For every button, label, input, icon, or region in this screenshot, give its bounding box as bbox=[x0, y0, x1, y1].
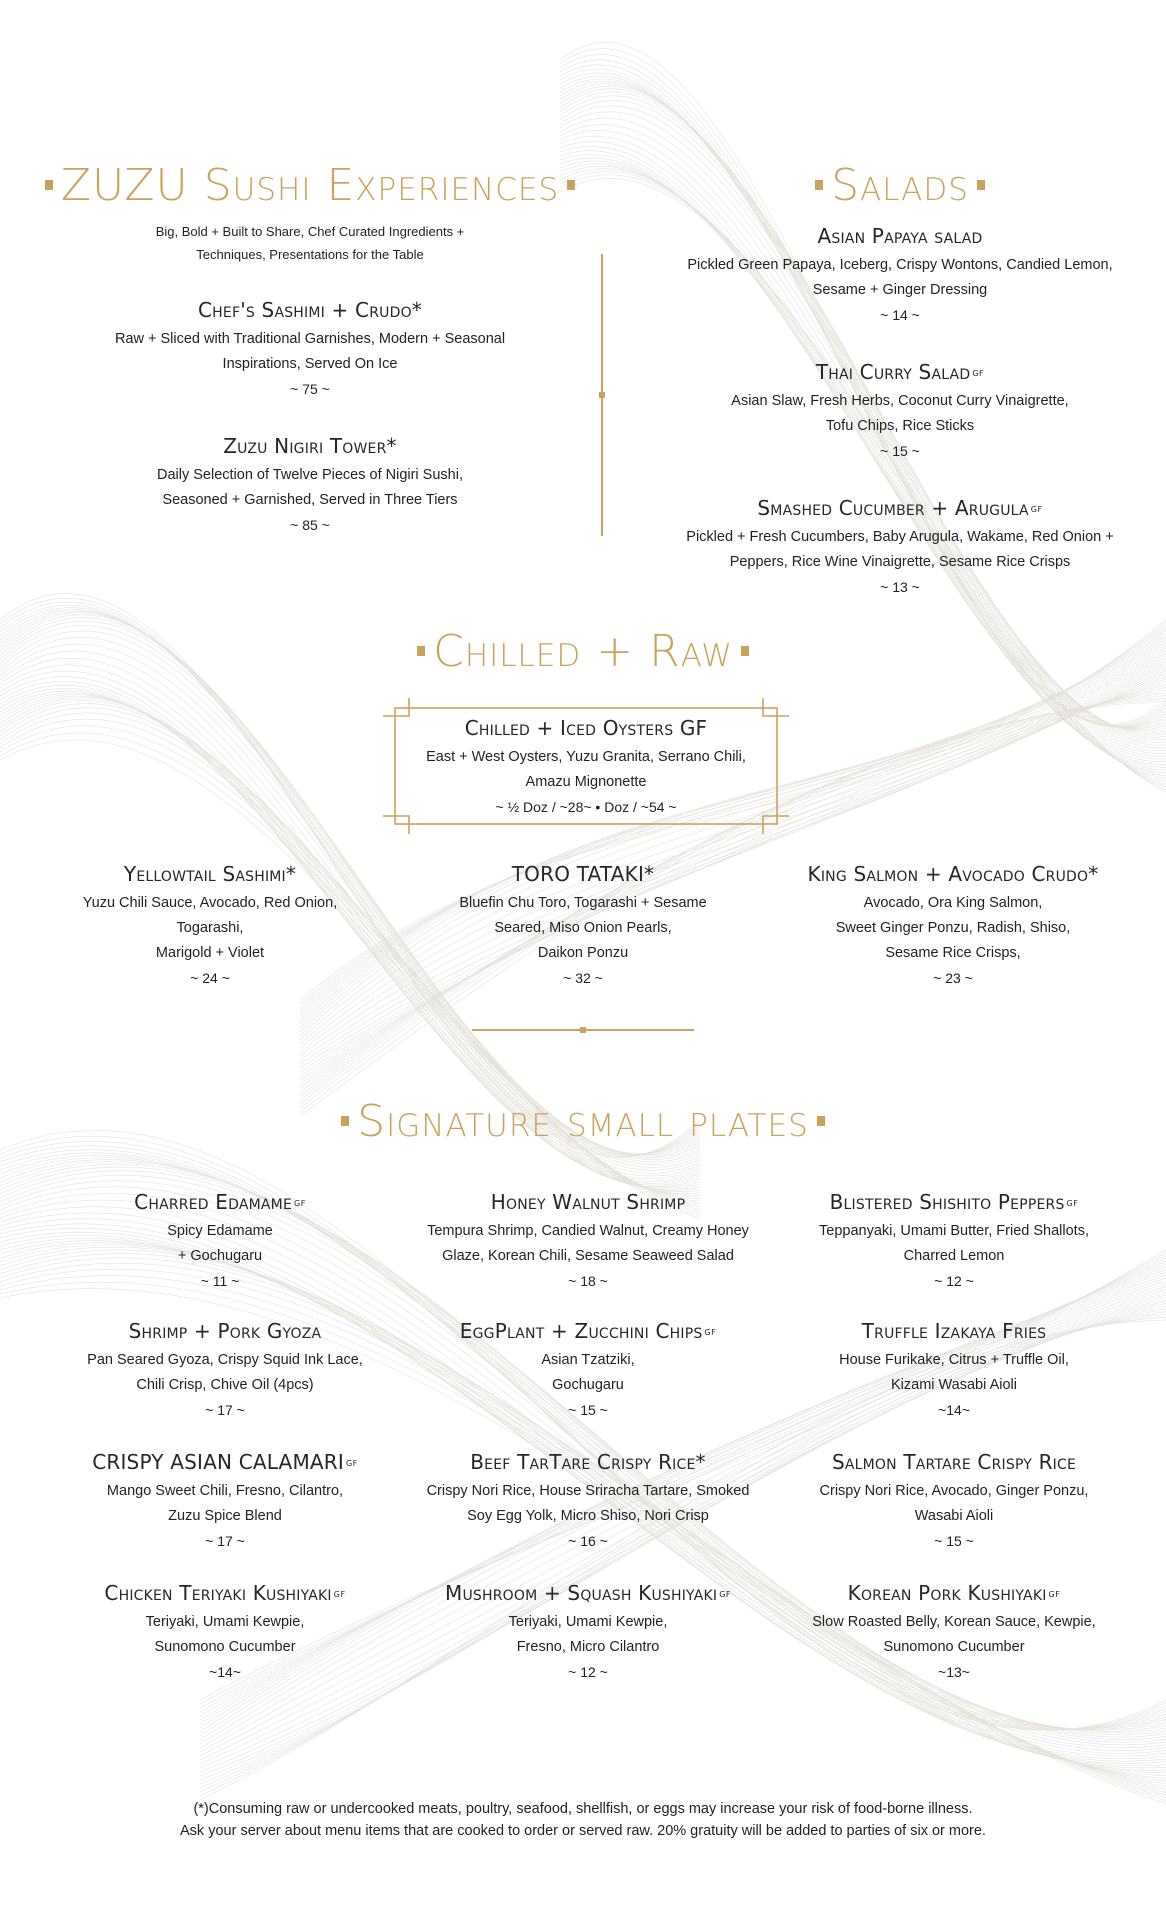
menu-item-truffle-izakaya-fries bbox=[768, 1319, 1140, 1423]
item-name-text: Blistered Shishito Peppers bbox=[829, 1190, 1065, 1214]
gluten-free-badge: GF bbox=[1030, 505, 1043, 514]
title-ornament-left bbox=[417, 646, 425, 656]
item-name: Chef's Sashimi + Crudo* bbox=[198, 298, 422, 322]
item-name-text: Honey Walnut Shrimp bbox=[490, 1190, 686, 1214]
item-description: Pickled + Fresh Cucumbers, Baby Arugula, Wakame, Red Onion + Peppers, Rice Wine Vinaigrette, Sesame Rice Crisps bbox=[686, 529, 1114, 570]
small-plates-title-text: Signature small plates bbox=[357, 1096, 809, 1147]
item-description: Pan Seared Gyoza, Crispy Squid Ink Lace, Chili Crisp, Chive Oil (4pcs) bbox=[87, 1352, 363, 1393]
item-name bbox=[768, 1450, 1140, 1474]
salads-title-text: Salads bbox=[831, 160, 969, 211]
item-price: ~ 15 ~ bbox=[880, 443, 920, 459]
item-price: ~14~ bbox=[209, 1664, 241, 1680]
item-price: ~ 17 ~ bbox=[205, 1402, 245, 1418]
menu-item-shrimp-pork-gyoza bbox=[30, 1319, 420, 1423]
item-name-text: Mushroom + Squash Kushiyaki bbox=[444, 1581, 718, 1605]
item-price: ~ 16 ~ bbox=[568, 1533, 608, 1549]
sushi-section-subtitle: Big, Bold + Built to Share, Chef Curated Ingredients + Techniques, Presentations for the Table bbox=[155, 224, 465, 262]
item-price: ~ ½ Doz / ~28~ • Doz / ~54 ~ bbox=[495, 799, 677, 815]
item-description: Avocado, Ora King Salmon, Sweet Ginger Ponzu, Radish, Shiso, Sesame Rice Crisps, bbox=[835, 895, 1071, 961]
menu-item-smashed-cucumber bbox=[620, 496, 1166, 600]
menu-item-king-salmon-crudo bbox=[768, 862, 1138, 991]
menu-item-chefs-sashimi bbox=[20, 298, 600, 402]
item-name: Zuzu Nigiri Tower* bbox=[223, 434, 397, 458]
gluten-free-badge: GF bbox=[972, 369, 985, 378]
item-description: Slow Roasted Belly, Korean Sauce, Kewpie, Sunomono Cucumber bbox=[812, 1614, 1096, 1655]
column-divider-ornament bbox=[599, 392, 605, 398]
menu-item-toro-tataki bbox=[398, 862, 768, 991]
item-name bbox=[768, 1190, 1140, 1214]
sushi-section-title bbox=[20, 160, 600, 211]
item-name bbox=[620, 224, 1166, 248]
item-price: ~ 12 ~ bbox=[934, 1273, 974, 1289]
footer-disclaimer: (*)Consuming raw or undercooked meats, poultry, seafood, shellfish, or eggs may increase your risk of food-borne illness. Ask your server about menu items that are cooked to order or served raw. 20% gratuity will be added to parties of six or more. bbox=[180, 1801, 986, 1839]
item-price: ~ 85 ~ bbox=[290, 517, 330, 533]
item-price: ~ 15 ~ bbox=[568, 1402, 608, 1418]
item-name-text: EggPlant + Zucchini Chips bbox=[459, 1319, 703, 1343]
item-description: Spicy Edamame + Gochugaru bbox=[167, 1223, 273, 1264]
item-name bbox=[30, 1190, 410, 1214]
item-price: ~ 12 ~ bbox=[568, 1664, 608, 1680]
item-description: Mango Sweet Chili, Fresno, Cilantro, Zuzu Spice Blend bbox=[106, 1483, 344, 1524]
menu-item-beef-tartare-crispy-rice bbox=[398, 1450, 778, 1554]
item-name bbox=[30, 1581, 420, 1605]
item-description: Teriyaki, Umami Kewpie, Fresno, Micro Cilantro bbox=[508, 1614, 668, 1655]
item-name-text: Asian Papaya salad bbox=[817, 224, 983, 248]
item-price: ~ 13 ~ bbox=[880, 579, 920, 595]
item-name-text: Charred Edamame bbox=[134, 1190, 293, 1214]
item-name bbox=[768, 1319, 1140, 1343]
title-ornament-right bbox=[817, 1116, 825, 1126]
title-ornament-left bbox=[341, 1116, 349, 1126]
item-name-text: Thai Curry Salad bbox=[815, 360, 971, 384]
item-name-text: Chicken Teriyaki Kushiyaki bbox=[104, 1581, 332, 1605]
menu-item-eggplant-zucchini-chips bbox=[398, 1319, 778, 1423]
menu-item-papaya-salad bbox=[620, 224, 1166, 328]
item-name-text: Beef TarTare Crispy Rice* bbox=[470, 1450, 706, 1474]
menu-item-charred-edamame bbox=[30, 1190, 410, 1294]
item-description: House Furikake, Citrus + Truffle Oil, Kizami Wasabi Aioli bbox=[839, 1352, 1069, 1393]
item-description: Asian Slaw, Fresh Herbs, Coconut Curry Vinaigrette, Tofu Chips, Rice Sticks bbox=[731, 393, 1069, 434]
menu-item-salmon-tartare-crispy-rice bbox=[768, 1450, 1140, 1554]
title-ornament-left bbox=[45, 180, 53, 190]
gluten-free-badge: GF bbox=[294, 1199, 306, 1208]
small-plates-section-title bbox=[183, 1096, 983, 1147]
item-description: Raw + Sliced with Traditional Garnishes, Modern + Seasonal Inspirations, Served On Ice bbox=[114, 331, 506, 372]
item-price: ~ 17 ~ bbox=[205, 1533, 245, 1549]
menu-item-iced-oysters bbox=[383, 716, 789, 820]
title-ornament-left bbox=[815, 180, 823, 190]
gluten-free-badge: GF bbox=[333, 1590, 346, 1599]
title-ornament-right bbox=[977, 180, 985, 190]
menu-item-honey-walnut-shrimp bbox=[398, 1190, 778, 1294]
item-price: ~ 23 ~ bbox=[933, 970, 973, 986]
title-ornament-right bbox=[567, 180, 575, 190]
menu-item-shishito-peppers bbox=[768, 1190, 1140, 1294]
item-name-text: CRISPY ASIAN CALAMARI bbox=[92, 1450, 344, 1474]
menu-item-chicken-teriyaki-kushiyaki bbox=[30, 1581, 420, 1685]
item-description: Teriyaki, Umami Kewpie, Sunomono Cucumber bbox=[145, 1614, 305, 1655]
menu-item-thai-curry-salad bbox=[620, 360, 1166, 464]
item-name-text: Shrimp + Pork Gyoza bbox=[128, 1319, 322, 1343]
item-price: ~13~ bbox=[938, 1664, 970, 1680]
item-name bbox=[620, 360, 1166, 384]
item-price: ~ 18 ~ bbox=[568, 1273, 608, 1289]
item-name bbox=[398, 1450, 778, 1474]
menu-item-crispy-asian-calamari bbox=[30, 1450, 420, 1554]
item-name-text: Truffle Izakaya Fries bbox=[861, 1319, 1047, 1343]
item-name-text: Smashed Cucumber + Arugula bbox=[757, 496, 1029, 520]
item-name: Yellowtail Sashimi* bbox=[123, 862, 297, 886]
section-divider-ornament bbox=[580, 1027, 586, 1033]
item-description: East + West Oysters, Yuzu Granita, Serrano Chili, Amazu Mignonette bbox=[426, 749, 746, 790]
item-description: Bluefin Chu Toro, Togarashi + Sesame Seared, Miso Onion Pearls, Daikon Ponzu bbox=[459, 895, 707, 961]
item-description: Asian Tzatziki, Gochugaru bbox=[541, 1352, 635, 1393]
chilled-section-title bbox=[283, 626, 883, 677]
item-price: ~14~ bbox=[938, 1402, 970, 1418]
item-name bbox=[30, 1319, 420, 1343]
item-name: TORO TATAKI* bbox=[511, 862, 655, 886]
item-price: ~ 75 ~ bbox=[290, 381, 330, 397]
item-price: ~ 15 ~ bbox=[934, 1533, 974, 1549]
item-name bbox=[398, 1190, 778, 1214]
item-name bbox=[620, 496, 1166, 520]
sushi-title-text: ZUZU Sushi Experiences bbox=[60, 160, 560, 211]
item-name: Chilled + Iced Oysters GF bbox=[464, 716, 708, 740]
item-description: Daily Selection of Twelve Pieces of Nigiri Sushi, Seasoned + Garnished, Served in Three Tiers bbox=[157, 467, 463, 508]
menu-item-nigiri-tower bbox=[20, 434, 600, 538]
item-name-text: Salmon Tartare Crispy Rice bbox=[831, 1450, 1077, 1474]
item-description: Pickled Green Papaya, Iceberg, Crispy Wontons, Candied Lemon, Sesame + Ginger Dressing bbox=[687, 257, 1113, 298]
item-name bbox=[30, 1450, 420, 1474]
gluten-free-badge: GF bbox=[1048, 1590, 1061, 1599]
item-description: Teppanyaki, Umami Butter, Fried Shallots, Charred Lemon bbox=[819, 1223, 1089, 1264]
item-price: ~ 24 ~ bbox=[190, 970, 230, 986]
item-name bbox=[768, 1581, 1140, 1605]
chilled-title-text: Chilled + Raw bbox=[433, 626, 733, 677]
item-description: Yuzu Chili Sauce, Avocado, Red Onion, Togarashi, Marigold + Violet bbox=[82, 895, 338, 961]
item-price: ~ 32 ~ bbox=[563, 970, 603, 986]
gluten-free-badge: GF bbox=[1066, 1199, 1079, 1208]
menu-item-mushroom-squash-kushiyaki bbox=[398, 1581, 778, 1685]
item-description: Crispy Nori Rice, House Sriracha Tartare, Smoked Soy Egg Yolk, Micro Shiso, Nori Crisp bbox=[426, 1483, 750, 1524]
title-ornament-right bbox=[741, 646, 749, 656]
salads-section-title bbox=[620, 160, 1166, 211]
item-price: ~ 14 ~ bbox=[880, 307, 920, 323]
gluten-free-badge: GF bbox=[719, 1590, 731, 1599]
item-name bbox=[398, 1581, 778, 1605]
menu-item-yellowtail-sashimi bbox=[20, 862, 400, 991]
item-description: Tempura Shrimp, Candied Walnut, Creamy Honey Glaze, Korean Chili, Sesame Seaweed Salad bbox=[427, 1223, 749, 1264]
item-name-text: Korean Pork Kushiyaki bbox=[847, 1581, 1047, 1605]
gluten-free-badge: GF bbox=[345, 1459, 358, 1468]
item-name: King Salmon + Avocado Crudo* bbox=[807, 862, 1099, 886]
item-name bbox=[398, 1319, 778, 1343]
gluten-free-badge: GF bbox=[704, 1328, 717, 1337]
item-price: ~ 11 ~ bbox=[200, 1273, 240, 1289]
item-description: Crispy Nori Rice, Avocado, Ginger Ponzu, Wasabi Aioli bbox=[819, 1483, 1089, 1524]
menu-item-korean-pork-kushiyaki bbox=[768, 1581, 1140, 1685]
